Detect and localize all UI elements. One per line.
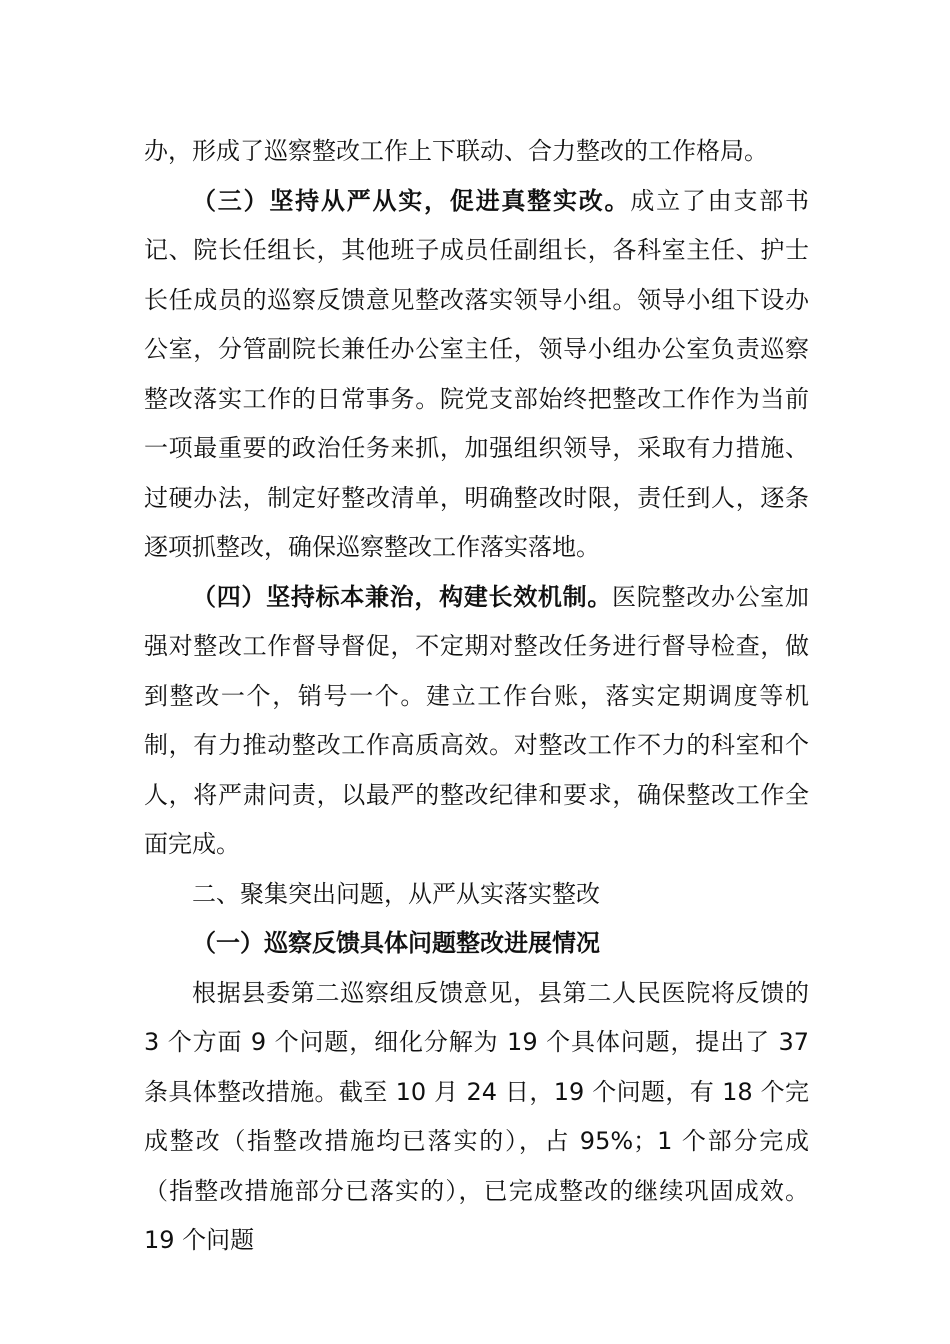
paragraph-text: 办，形成了巡察整改工作上下联动、合力整改的工作格局。 [144, 137, 768, 165]
section-heading-4: （四）坚持标本兼治，构建长效机制。 [192, 582, 613, 611]
subsection-heading-1 [144, 919, 809, 969]
paragraph-text: 医院整改办公室加强对整改工作督导督促，不定期对整改任务进行督导检查，做到整改一个，销号一个。建立工作台账，落实定期调度等机制，有力推动整改工作高质高效。对整改工作不力的科室和个人，将严肃问责，以最严的整改纪律和要求，确保整改工作全面完成。 [144, 582, 810, 858]
section-heading-3: （三）坚持从严从实，促进真整实改。 [192, 186, 631, 215]
paragraph-text: 成立了由支部书记、院长任组长，其他班子成员任副组长，各科室主任、护士长任成员的巡察反馈意见整改落实领导小组。领导小组下设办公室，分管副院长兼任办公室主任，领导小组办公室负责巡察整改落实工作的日常事务。院党支部始终把整改工作作为当前一项最重要的政治任务来抓，加强组织领导，采取有力措施、过硬办法，制定好整改清单，明确整改时限，责任到人，逐条逐项抓整改，确保巡察整改工作落实落地。 [144, 186, 810, 561]
chapter-heading-2 [144, 870, 809, 920]
paragraph-progress [144, 969, 809, 1266]
paragraph-continuation [144, 127, 809, 177]
document-body [144, 127, 809, 1266]
subsection-heading-text: （一）巡察反馈具体问题整改进展情况 [192, 929, 600, 957]
paragraph-section-3 [144, 177, 809, 573]
paragraph-text: 根据县委第二巡察组反馈意见，县第二人民医院将反馈的 3 个方面 9 个问题，细化分解为 19 个具体问题，提出了 37 条具体整改措施。截至 10 月 24 日，19 个问题，有 18 个完成整改（指整改措施均已落实的），占 95%；1 个部分完成（指整改措施部分已落实的），已完成整改的继续巩固成效。19 个问题 [144, 978, 809, 1254]
chapter-heading-text: 二、聚集突出问题，从严从实落实整改 [192, 879, 600, 908]
paragraph-section-4 [144, 573, 809, 870]
